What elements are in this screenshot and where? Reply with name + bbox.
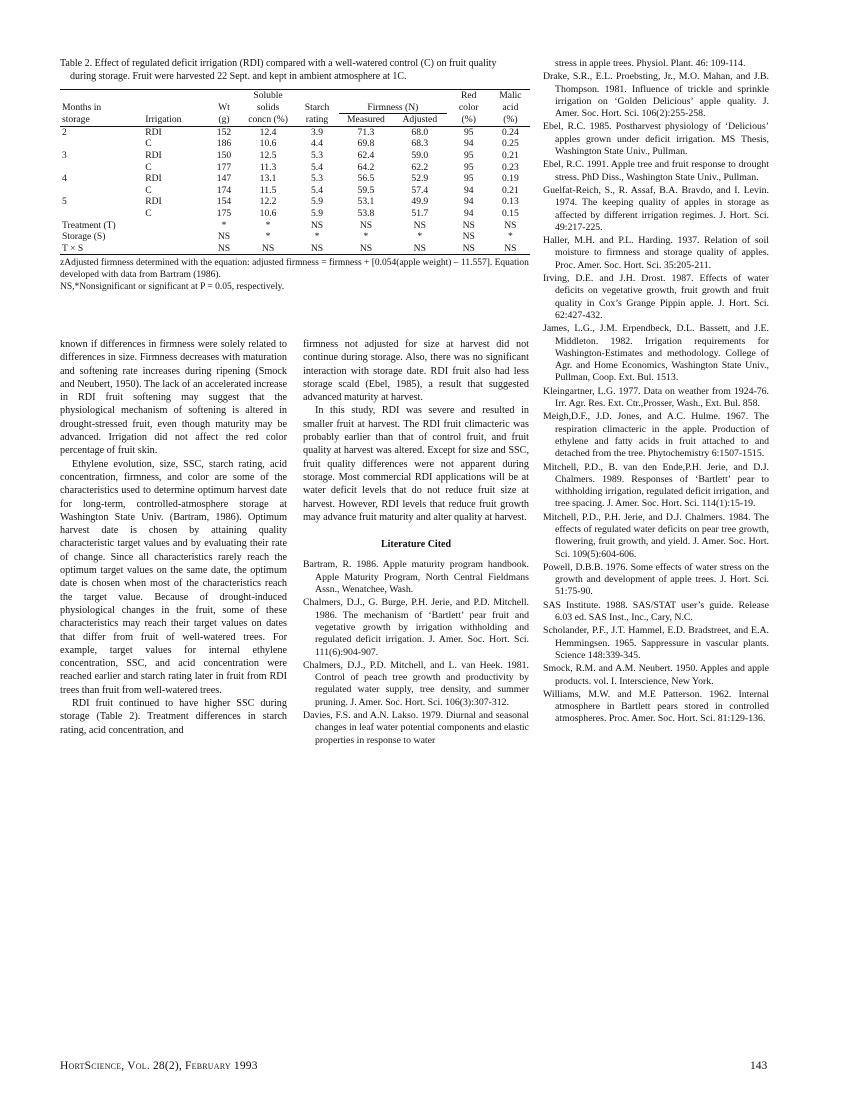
table-cell: 11.5	[259, 184, 277, 196]
table-cell: 94	[463, 196, 474, 208]
reference-entry: stress in apple trees. Physiol. Plant. 46: 109-114.	[555, 58, 746, 69]
footnote-significance: NS,*Nonsignificant or significant at P = 0.05, respectively.	[60, 282, 285, 293]
table-cell	[143, 243, 207, 255]
table-cell: *	[314, 231, 320, 243]
table-cell: 175	[216, 207, 232, 219]
table-cell: NS	[241, 243, 295, 255]
table-cell: 0.25	[501, 138, 519, 150]
table-cell: 59.0	[411, 149, 429, 161]
section-heading: Literature Cited	[380, 539, 452, 551]
reference-entry: James, L.G., J.M. Erpendbeck, D.L. Bassett, and J.E. Middleton. 1982. Irrigation requirements for Washington-Estimates and methodology. College of Agr. and Home Economics, Washington State Univ., Pullman, Coop. Ext. Bul. 1513.	[543, 323, 769, 384]
table-cell: Months in	[62, 101, 102, 113]
page-number: 143	[750, 1060, 768, 1072]
table-cell: NS	[339, 243, 393, 255]
reference-entry: Drake, S.R., E.L. Proebsting, Jr., M.O. Mahan, and J.B. Thompson. 1981. Influence of trickle and sprinkle irrigation on ‘Golden Delicious’ apple quality. J. Amer. Soc. Hort. Sci. 106(2):255-258.	[543, 71, 769, 120]
reference-entry: Kleingartner, L.G. 1977. Data on weather from 1924-76. Irr. Agr. Res. Ext. Ctr.,Prosser, Wash., Ext. Bul. 858.	[543, 385, 769, 410]
table-cell: 62.2	[411, 161, 429, 173]
table-cell: 0.21	[501, 149, 519, 161]
table-cell: 49.9	[411, 196, 429, 208]
left-column	[60, 338, 287, 737]
table-cell: C	[145, 138, 152, 150]
table-cell: 64.2	[357, 161, 375, 173]
table-cell	[339, 90, 393, 102]
table-cell: 53.8	[357, 207, 375, 219]
reference-list	[303, 559, 529, 746]
table-cell: Firmness (N)	[339, 102, 447, 114]
table-cell: 94	[463, 138, 474, 150]
table-cell: 95	[463, 161, 474, 173]
table-cell	[143, 102, 207, 114]
table-cell: 13.1	[259, 173, 277, 185]
table-cell: 0.23	[501, 161, 519, 173]
table-cell: NS	[462, 219, 475, 231]
header-row	[60, 90, 530, 102]
table-cell: 12.5	[259, 149, 277, 161]
caption-line-1: Table 2. Effect of regulated deficit irrigation (RDI) compared with a well-watered control (C) on fruit quality	[60, 58, 497, 69]
table-cell: NS	[393, 243, 447, 255]
table-cell: (%)	[491, 114, 530, 127]
table-cell: 53.1	[357, 196, 375, 208]
table-cell: 177	[216, 161, 232, 173]
table-cell: rating	[295, 114, 339, 127]
reference-entry: Smock, R.M. and A.M. Neubert. 1950. Apples and apple products. vol. I. Interscience, New York.	[543, 663, 769, 687]
reference-list	[543, 58, 769, 726]
table-cell: 5.9	[311, 207, 323, 219]
table-cell: 68.0	[411, 126, 429, 138]
table-cell: 0.19	[501, 173, 519, 185]
table-cell	[60, 138, 143, 150]
table-2	[60, 58, 530, 293]
reference-entry: Meigh,D.F., J.D. Jones, and A.C. Hulme. 1967. The respiration climacteric in the apple. Production of ethylene and fatty acids in fruit attached to and detached from the tree. Phytochemistry 6:1507-1515.	[543, 411, 769, 460]
table-cell	[60, 185, 143, 197]
table-cell: (g)	[207, 114, 241, 127]
table-cell: acid	[502, 101, 519, 113]
table-cell: Adjusted	[393, 114, 447, 127]
reference-entry: Powell, D.B.B. 1976. Some effects of water stress on the growth and development of apple trees. J. Hort. Sci. 51:75-90.	[543, 561, 769, 598]
table-cell: 12.4	[259, 126, 277, 138]
table-cell: NS	[207, 243, 241, 255]
reference-entry: Scholander, P.F., J.T. Hammel, E.D. Bradstreet, and E.A. Hemmingsen. 1965. Sappressure in vascular plants. Science 148:339-345.	[543, 625, 769, 661]
table-cell: 5.3	[311, 173, 323, 185]
reference-entry: SAS Institute. 1988. SAS/STAT user’s guide. Release 6.03 ed. SAS Inst., Inc., Cary, N.C.	[543, 599, 769, 624]
table-cell: NS	[359, 219, 373, 231]
table-cell: Red	[447, 90, 491, 102]
reference-entry: Ebel, R.C. 1985. Postharvest physiology of ‘Delicious’ apples grown under deficit irrigation. MS Thesis, Washington State Univ., Pullman.	[543, 121, 769, 158]
reference-entry: Haller, M.H. and P.L. Harding. 1937. Relation of soil moisture to firmness and storage quality of apples. Proc. Amer. Soc. Hort. Sci. 35:205-211.	[543, 235, 769, 271]
journal-footer	[60, 1060, 258, 1072]
table-cell: Treatment (T)	[62, 219, 116, 231]
table-cell: 62.4	[357, 149, 375, 161]
reference-entry: Ebel, R.C. 1991. Apple tree and fruit response to drought stress. PhD Diss., Washington State Univ., Pullman.	[543, 159, 769, 183]
header-row	[60, 102, 530, 114]
data-table	[60, 89, 530, 255]
table-cell	[60, 162, 143, 174]
table-cell: 5.9	[311, 196, 323, 208]
stats-row	[60, 231, 530, 243]
table-cell	[143, 220, 207, 232]
table-cell: C	[145, 161, 152, 173]
stats-row	[60, 220, 530, 232]
table-cell: NS	[491, 243, 530, 255]
stats-row	[60, 243, 530, 255]
table-footnotes	[60, 257, 530, 293]
footnote-adjusted-firmness: zAdjusted firmness determined with the equation: adjusted firmness = firmness + [0.054(apple weight) – 11.557]. Equation developed with data from Bartram (1986).	[60, 258, 529, 281]
table-row	[60, 126, 530, 138]
table-caption	[60, 58, 530, 83]
table-cell: 94	[463, 184, 474, 196]
table-cell: 71.3	[357, 126, 375, 138]
table-cell: 4.4	[311, 138, 323, 150]
reference-entry: Mitchell, P.D., B. van den Ende,P.H. Jerie, and D.J. Chalmers. 1989. Responses of ‘Bartlett’ pear to withholding irrigation, regulated deficit irrigation, and tree spacing. J. Amer. Soc. Hort. Sci. 114(1):15-19.	[543, 461, 769, 510]
right-column	[543, 58, 769, 727]
table-cell: 51.7	[411, 207, 429, 219]
table-cell	[143, 90, 207, 102]
table-row	[60, 150, 530, 162]
caption-line-2: during storage. Fruit were harvested 22 Sept. and kept in ambient atmosphere at 1C.	[70, 70, 407, 82]
table-cell: T × S	[60, 243, 143, 255]
table-cell: NS	[295, 243, 339, 255]
table-cell: *	[363, 231, 369, 243]
table-cell: Storage (S)	[62, 231, 106, 243]
reference-entry: Mitchell, P.D., P.H. Jerie, and D.J. Chalmers. 1984. The effects of regulated water deficits on pear tree growth, flowering, fruit growth, and yield. J. Amer. Soc. Hort. Sci. 109(5):604-606.	[543, 511, 769, 560]
table-cell: *	[417, 231, 423, 243]
table-cell: RDI	[145, 126, 162, 138]
table-cell: 154	[216, 196, 232, 208]
table-cell	[393, 90, 447, 102]
table-cell	[60, 90, 143, 102]
table-cell: solids	[256, 101, 280, 113]
table-cell: 5.3	[311, 149, 323, 161]
paragraph: In this study, RDI was severe and resulted in smaller fruit at harvest. The RDI fruit climacteric was probably earlier than that of control fruit, and fruit quality at harvest was altered. Except for size and SSC, fruit quality differences were not apparent during storage. Most commercial RDI applications will be at water deficit levels that do not reduce fruit size at harvest. However, RDI levels that reduce fruit growth may advance fruit maturity and alter quality at harvest.	[303, 405, 529, 523]
reference-entry: Bartram, R. 1986. Apple maturity program handbook. Apple Maturity Program, North Central Fieldmans Assn., Wenatchee, Wash.	[303, 559, 529, 596]
table-cell: 95	[463, 126, 474, 138]
table-cell: 94	[463, 207, 474, 219]
header-row	[60, 114, 530, 127]
paragraph: known if differences in firmness were solely related to differences in size. Firmness decreases with maturation and softening rate increases during ripening (Smock and Neubert, 1950). The lack of an accelerated increase in RDI fruit softening may suggest that the physiological mechanism of softening is altered in drought-stressed fruit, even though maturity may be advanced. Irrigation did not affect the red color percentage of fruit skin.	[60, 339, 287, 457]
reference-entry: Chalmers, D.J., P.D. Mitchell, and L. van Heek. 1981. Control of peach tree growth and productivity by regulated water supply, tree density, and summer pruning. J. Amer. Soc. Hort. Sci. 106(3):307-312.	[303, 659, 529, 708]
table-cell: 4	[62, 173, 67, 185]
table-row	[60, 196, 530, 208]
table-row	[60, 208, 530, 220]
table-cell: RDI	[145, 149, 162, 161]
table-cell: 147	[216, 173, 232, 185]
table-cell: *	[265, 231, 271, 243]
table-cell	[60, 208, 143, 220]
table-cell: 0.15	[501, 207, 519, 219]
table-cell: storage	[60, 114, 143, 127]
table-cell	[143, 231, 207, 243]
table-row	[60, 138, 530, 150]
table-cell: 152	[216, 126, 232, 138]
table-cell: 52.9	[411, 173, 429, 185]
table-cell: 68.3	[411, 138, 429, 150]
table-cell: 10.6	[259, 138, 277, 150]
paragraph: Ethylene evolution, size, SSC, starch rating, acid concentration, firmness, and color are some of the characteristics used to determine optimum harvest date for long-term, controlled-atmosphere storage at Washington State Univ. (Bartram, 1986). Optimum harvest date is chosen by attaining quality characteristic target values and by evaluating their rate of change. Since all characteristics rarely reach the optimum target values on the same date, the optimum date is chosen when most of the characteristics reach the target value. Because of drought-induced physiological changes in the fruit, some of these characteristics may reach their target values on dates that differ from fruit of well-watered trees. For example, target values for internal ethylene concentration, SSC, and acid concentration were reached earlier and starch rating later in fruit from RDI trees than fruit from well-watered trees.	[60, 458, 287, 696]
table-cell: 12.2	[259, 196, 277, 208]
table-cell: Irrigation	[143, 114, 207, 127]
table-cell: 0.13	[501, 196, 519, 208]
reference-entry: Chalmers, D.J., G. Burge, P.H. Jerie, and P.D. Mitchell. 1986. The mechanism of ‘Bartlett’ pear fruit and vegetative growth by irrigation withholding and regulated deficit irrigation. J. Amer. Soc. Hort. Sci. 111(6):904-907.	[303, 597, 529, 658]
table-cell: 186	[216, 138, 232, 150]
table-row	[60, 162, 530, 174]
table-cell: Malic	[491, 90, 530, 102]
middle-column	[303, 338, 529, 748]
table-cell: (%)	[447, 114, 491, 127]
table-cell: 3.9	[311, 126, 323, 138]
table-cell: 59.5	[357, 184, 375, 196]
table-cell	[295, 90, 339, 102]
table-cell: NS	[310, 219, 324, 231]
table-cell: *	[221, 219, 227, 231]
reference-entry: Davies, F.S. and A.N. Lakso. 1979. Diurnal and seasonal changes in leaf water potential components and elastic properties in response to water	[303, 710, 529, 746]
table-cell: RDI	[145, 196, 162, 208]
table-cell: 95	[463, 149, 474, 161]
table-cell: 57.4	[411, 184, 429, 196]
table-cell: RDI	[145, 173, 162, 185]
table-cell: 5.4	[311, 184, 323, 196]
table-cell: Measured	[339, 114, 393, 127]
table-cell: 56.5	[357, 173, 375, 185]
table-cell: 174	[216, 184, 232, 196]
table-cell: 69.8	[357, 138, 375, 150]
table-cell: Soluble	[241, 90, 295, 102]
table-cell: NS	[462, 231, 475, 243]
table-cell: NS	[447, 243, 491, 255]
table-cell: 0.24	[501, 126, 519, 138]
reference-entry: Guelfat-Reich, S., R. Assaf, B.A. Bravdo, and I. Levin. 1974. The keeping quality of apples in storage as affected by different irrigation regimes. J. Hort. Sci. 49:217-225.	[543, 184, 769, 233]
table-cell	[207, 90, 241, 102]
journal-citation: HortScience, Vol. 28(2), February 1993	[60, 1060, 258, 1072]
table-cell: 5.4	[311, 161, 323, 173]
table-cell: 11.3	[259, 161, 277, 173]
table-cell: Wt	[218, 101, 230, 113]
table-row	[60, 173, 530, 185]
table-cell: 5	[62, 196, 67, 208]
table-cell: 95	[463, 173, 474, 185]
table-cell: 0.21	[501, 184, 519, 196]
table-cell: NS	[504, 219, 517, 231]
table-cell: 150	[216, 149, 232, 161]
reference-entry: Irving, D.E. and J.H. Drost. 1987. Effects of water deficits on vegetative growth, fruit growth and fruit quality in Cox’s Grange Pippin apple. J. Hort. Sci. 62:427-432.	[543, 273, 769, 321]
table-cell: NS	[217, 231, 231, 243]
table-cell: *	[265, 219, 271, 231]
paragraph: firmness not adjusted for size at harvest did not continue during storage. Also, there was no significant interaction with storage date. RDI fruit also had less storage scald (Ebel, 1985), a result that suggested advanced maturity at harvest.	[303, 339, 529, 404]
table-cell: NS	[413, 219, 426, 231]
table-cell: 3	[62, 149, 67, 161]
reference-entry: Williams, M.W. and M.E Patterson. 1962. Internal atmosphere in Bartlett pears stored in controlled atmospheres. Proc. Amer. Soc. Hort. Sci. 81:129-136.	[543, 688, 769, 725]
table-cell: 10.6	[259, 207, 277, 219]
table-cell: Starch	[304, 101, 330, 113]
table-cell: C	[145, 184, 152, 196]
table-cell: 2	[62, 126, 67, 138]
table-row	[60, 185, 530, 197]
table-cell: concn (%)	[241, 114, 295, 127]
table-cell: C	[145, 207, 152, 219]
table-cell: color	[458, 101, 479, 113]
paragraph: RDI fruit continued to have higher SSC during storage (Table 2). Treatment differences in starch rating, acid concentration, and	[60, 698, 287, 736]
table-cell: *	[507, 231, 513, 243]
